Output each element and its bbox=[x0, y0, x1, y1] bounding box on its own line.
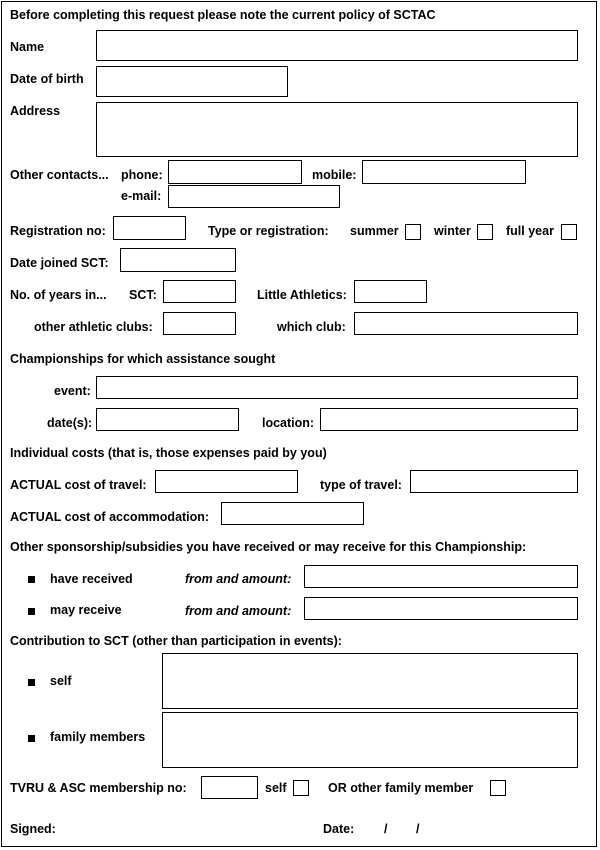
sct-label: SCT: bbox=[129, 288, 157, 302]
accom-cost-input[interactable] bbox=[221, 502, 364, 525]
intro-text: Before completing this request please note the current policy of SCTAC bbox=[10, 8, 436, 22]
sct-years-input[interactable] bbox=[163, 280, 236, 303]
have-received-label: have received bbox=[50, 572, 133, 586]
email-label: e-mail: bbox=[121, 189, 162, 203]
other-clubs-input[interactable] bbox=[163, 312, 236, 335]
little-athletics-input[interactable] bbox=[354, 280, 427, 303]
registration-label: Registration no: bbox=[10, 224, 106, 238]
self-contribution-input[interactable] bbox=[162, 653, 578, 709]
date-separator-2: / bbox=[416, 822, 420, 836]
date-joined-label: Date joined SCT: bbox=[10, 256, 109, 270]
contribution-heading: Contribution to SCT (other than participation in events): bbox=[10, 634, 342, 648]
tvru-input[interactable] bbox=[201, 776, 258, 799]
dates-label: date(s): bbox=[47, 416, 93, 430]
address-label: Address bbox=[10, 104, 61, 118]
location-label: location: bbox=[262, 416, 315, 430]
email-input[interactable] bbox=[168, 185, 340, 208]
travel-cost-label: ACTUAL cost of travel: bbox=[10, 478, 147, 492]
dates-input[interactable] bbox=[96, 408, 239, 431]
other-contacts-label: Other contacts... bbox=[10, 168, 109, 182]
summer-label: summer bbox=[350, 224, 399, 238]
address-input[interactable] bbox=[96, 102, 578, 157]
self-checkbox-label: self bbox=[265, 781, 287, 795]
self-contribution-label: self bbox=[50, 674, 72, 688]
date-separator-1: / bbox=[384, 822, 388, 836]
summer-checkbox[interactable] bbox=[405, 224, 421, 240]
other-family-checkbox[interactable] bbox=[490, 780, 506, 796]
mobile-input[interactable] bbox=[362, 160, 526, 184]
registration-input[interactable] bbox=[113, 216, 186, 240]
location-input[interactable] bbox=[320, 408, 578, 431]
self-checkbox[interactable] bbox=[293, 780, 309, 796]
family-contribution-input[interactable] bbox=[162, 712, 578, 768]
phone-label: phone: bbox=[121, 168, 163, 182]
years-in-label: No. of years in... bbox=[10, 288, 107, 302]
dob-label: Date of birth bbox=[10, 72, 84, 86]
travel-cost-input[interactable] bbox=[155, 470, 298, 493]
full-year-checkbox[interactable] bbox=[561, 224, 577, 240]
winter-checkbox[interactable] bbox=[477, 224, 493, 240]
bullet-icon bbox=[28, 735, 35, 742]
travel-type-label: type of travel: bbox=[320, 478, 402, 492]
name-label: Name bbox=[10, 40, 45, 54]
travel-type-input[interactable] bbox=[410, 470, 578, 493]
championships-heading: Championships for which assistance sought bbox=[10, 352, 276, 366]
accom-cost-label: ACTUAL cost of accommodation: bbox=[10, 510, 210, 524]
bullet-icon bbox=[28, 608, 35, 615]
phone-input[interactable] bbox=[168, 160, 302, 184]
which-club-label: which club: bbox=[277, 320, 346, 334]
other-family-label: OR other family member bbox=[328, 781, 474, 795]
individual-costs-heading: Individual costs (that is, those expenses paid by you) bbox=[10, 446, 327, 460]
which-club-input[interactable] bbox=[354, 312, 578, 335]
family-contribution-label: family members bbox=[50, 730, 146, 744]
sponsorship-heading: Other sponsorship/subsidies you have received or may receive for this Championship: bbox=[10, 540, 527, 554]
dob-input[interactable] bbox=[96, 66, 288, 97]
event-label: event: bbox=[54, 384, 91, 398]
may-receive-label: may receive bbox=[50, 603, 122, 617]
tvru-label: TVRU & ASC membership no: bbox=[10, 781, 187, 795]
signed-label: Signed: bbox=[10, 822, 56, 836]
type-registration-label: Type or registration: bbox=[208, 224, 329, 238]
bullet-icon bbox=[28, 679, 35, 686]
little-athletics-label: Little Athletics: bbox=[257, 288, 347, 302]
may-receive-input[interactable] bbox=[304, 597, 578, 620]
name-input[interactable] bbox=[96, 30, 578, 61]
from-amount-label-1: from and amount: bbox=[185, 572, 292, 586]
mobile-label: mobile: bbox=[312, 168, 357, 182]
have-received-input[interactable] bbox=[304, 565, 578, 588]
date-joined-input[interactable] bbox=[120, 248, 236, 272]
from-amount-label-2: from and amount: bbox=[185, 604, 292, 618]
full-year-label: full year bbox=[506, 224, 554, 238]
event-input[interactable] bbox=[96, 376, 578, 399]
bullet-icon bbox=[28, 576, 35, 583]
date-label: Date: bbox=[323, 822, 355, 836]
winter-label: winter bbox=[434, 224, 471, 238]
other-clubs-label: other athletic clubs: bbox=[34, 320, 153, 334]
